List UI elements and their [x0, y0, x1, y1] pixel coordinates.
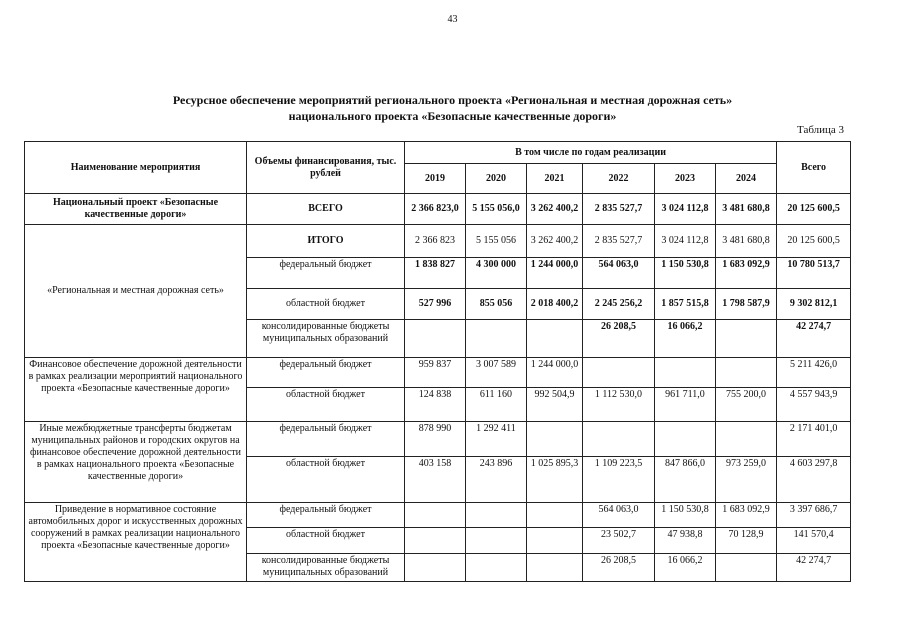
funding-type: федеральный бюджет: [247, 503, 405, 528]
value-cell: 961 711,0: [655, 388, 716, 422]
value-cell: 3 024 112,8: [655, 194, 716, 224]
header-year: 2021: [527, 164, 583, 194]
value-cell: 1 683 092,9: [716, 503, 777, 528]
value-cell: [527, 528, 583, 553]
header-year: 2019: [405, 164, 466, 194]
value-cell: 2 018 400,2: [527, 289, 583, 319]
value-cell: 3 481 680,8: [716, 224, 777, 257]
total-cell: 20 125 600,5: [777, 194, 851, 224]
value-cell: 16 066,2: [655, 319, 716, 357]
value-cell: [716, 357, 777, 387]
value-cell: 1 025 895,3: [527, 456, 583, 502]
measure-name: Приведение в нормативное состояние автомобильных дорог и искусственных дорожных сооружений в рамках реализации национального проекта «Безопасные качественные дороги»: [25, 503, 247, 582]
table-row: [25, 194, 851, 224]
value-cell: [466, 319, 527, 357]
value-cell: 3 024 112,8: [655, 224, 716, 257]
total-cell: 3 397 686,7: [777, 503, 851, 528]
total-cell: 42 274,7: [777, 319, 851, 357]
title-line-1: Ресурсное обеспечение мероприятий регионального проекта «Региональная и местная дорожная сеть»: [172, 93, 733, 107]
value-cell: [716, 319, 777, 357]
measure-name: «Региональная и местная дорожная сеть»: [25, 224, 247, 357]
value-cell: 611 160: [466, 388, 527, 422]
header-total: Всего: [777, 142, 851, 194]
value-cell: 959 837: [405, 357, 466, 387]
table-row: [25, 503, 851, 528]
value-cell: [527, 319, 583, 357]
value-cell: [466, 553, 527, 581]
value-cell: 243 896: [466, 456, 527, 502]
value-cell: [405, 319, 466, 357]
total-cell: 4 557 943,9: [777, 388, 851, 422]
value-cell: 3 481 680,8: [716, 194, 777, 224]
value-cell: 2 366 823,0: [405, 194, 466, 224]
funding-type: ИТОГО: [247, 224, 405, 257]
funding-type: консолидированные бюджеты муниципальных образований: [247, 553, 405, 581]
funding-type: федеральный бюджет: [247, 422, 405, 456]
funding-type: областной бюджет: [247, 289, 405, 319]
header-year: 2024: [716, 164, 777, 194]
value-cell: [527, 553, 583, 581]
header-years-group: В том числе по годам реализации: [405, 142, 777, 164]
table-row: [25, 224, 851, 257]
value-cell: [716, 422, 777, 456]
value-cell: 26 208,5: [583, 319, 655, 357]
total-cell: 9 302 812,1: [777, 289, 851, 319]
measure-name: Национальный проект «Безопасные качественные дороги»: [25, 194, 247, 224]
value-cell: 2 835 527,7: [583, 194, 655, 224]
funding-type: областной бюджет: [247, 388, 405, 422]
funding-type: федеральный бюджет: [247, 357, 405, 387]
value-cell: 992 504,9: [527, 388, 583, 422]
value-cell: 4 300 000: [466, 258, 527, 289]
value-cell: [466, 528, 527, 553]
value-cell: 1 292 411: [466, 422, 527, 456]
value-cell: [405, 503, 466, 528]
header-volume: Объемы финансирования, тыс. рублей: [247, 142, 405, 194]
value-cell: 70 128,9: [716, 528, 777, 553]
value-cell: 1 683 092,9: [716, 258, 777, 289]
value-cell: 855 056: [466, 289, 527, 319]
value-cell: [527, 422, 583, 456]
value-cell: [405, 553, 466, 581]
value-cell: 878 990: [405, 422, 466, 456]
value-cell: [655, 357, 716, 387]
value-cell: [583, 357, 655, 387]
value-cell: 1 838 827: [405, 258, 466, 289]
funding-type: ВСЕГО: [247, 194, 405, 224]
table-row: [25, 357, 851, 387]
value-cell: 564 063,0: [583, 503, 655, 528]
value-cell: [583, 422, 655, 456]
total-cell: 10 780 513,7: [777, 258, 851, 289]
value-cell: 527 996: [405, 289, 466, 319]
value-cell: [716, 553, 777, 581]
value-cell: 973 259,0: [716, 456, 777, 502]
value-cell: 403 158: [405, 456, 466, 502]
value-cell: 2 245 256,2: [583, 289, 655, 319]
value-cell: 23 502,7: [583, 528, 655, 553]
value-cell: [466, 503, 527, 528]
title-line-2: национального проекта «Безопасные качественные дороги»: [288, 109, 617, 123]
value-cell: 564 063,0: [583, 258, 655, 289]
total-cell: 141 570,4: [777, 528, 851, 553]
funding-type: областной бюджет: [247, 528, 405, 553]
value-cell: 1 244 000,0: [527, 357, 583, 387]
funding-table: [24, 141, 851, 582]
total-cell: 2 171 401,0: [777, 422, 851, 456]
value-cell: 2 835 527,7: [583, 224, 655, 257]
value-cell: [405, 528, 466, 553]
value-cell: 755 200,0: [716, 388, 777, 422]
header-name: Наименование мероприятия: [25, 142, 247, 194]
value-cell: 1 150 530,8: [655, 258, 716, 289]
value-cell: 26 208,5: [583, 553, 655, 581]
header-year: 2020: [466, 164, 527, 194]
total-cell: 4 603 297,8: [777, 456, 851, 502]
value-cell: 2 366 823: [405, 224, 466, 257]
value-cell: 16 066,2: [655, 553, 716, 581]
value-cell: 3 007 589: [466, 357, 527, 387]
total-cell: 42 274,7: [777, 553, 851, 581]
value-cell: 1 244 000,0: [527, 258, 583, 289]
value-cell: 847 866,0: [655, 456, 716, 502]
measure-name: Финансовое обеспечение дорожной деятельности в рамках реализации мероприятий национального проекта «Безопасные качественные дороги»: [25, 357, 247, 422]
value-cell: 3 262 400,2: [527, 194, 583, 224]
total-cell: 20 125 600,5: [777, 224, 851, 257]
value-cell: 124 838: [405, 388, 466, 422]
value-cell: [655, 422, 716, 456]
value-cell: 3 262 400,2: [527, 224, 583, 257]
value-cell: 1 798 587,9: [716, 289, 777, 319]
value-cell: 1 109 223,5: [583, 456, 655, 502]
measure-name: Иные межбюджетные трансферты бюджетам муниципальных районов и городских округов на финансовое обеспечение дорожной деятельности в рамках национального проекта «Безопасные качественные дороги»: [25, 422, 247, 503]
value-cell: 1 857 515,8: [655, 289, 716, 319]
value-cell: 5 155 056,0: [466, 194, 527, 224]
value-cell: 47 938,8: [655, 528, 716, 553]
funding-type: консолидированные бюджеты муниципальных образований: [247, 319, 405, 357]
page-number: 43: [447, 14, 458, 25]
value-cell: 1 150 530,8: [655, 503, 716, 528]
header-year: 2023: [655, 164, 716, 194]
total-cell: 5 211 426,0: [777, 357, 851, 387]
table-label: Таблица 3: [797, 124, 845, 136]
header-year: 2022: [583, 164, 655, 194]
value-cell: 1 112 530,0: [583, 388, 655, 422]
funding-type: федеральный бюджет: [247, 258, 405, 289]
funding-type: областной бюджет: [247, 456, 405, 502]
page-title: [0, 92, 905, 124]
value-cell: [527, 503, 583, 528]
table-row: [25, 422, 851, 456]
value-cell: 5 155 056: [466, 224, 527, 257]
